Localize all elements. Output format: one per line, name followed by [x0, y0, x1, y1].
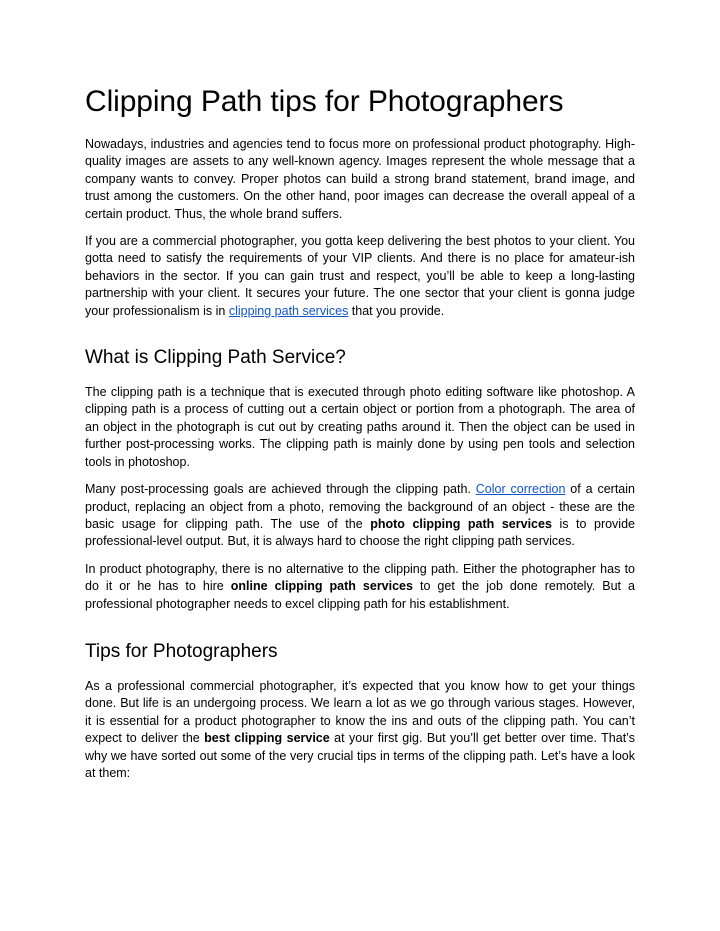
section2-paragraph-1: [85, 678, 635, 782]
clipping-path-services-link[interactable]: clipping path services: [228, 303, 349, 318]
color-correction-link[interactable]: Color correction: [475, 482, 566, 497]
section1-paragraph-2-text-start: Many post-processing goals are achieved through the clipping path.: [85, 482, 476, 497]
section-heading-what-is-clipping-path: What is Clipping Path Service?: [85, 347, 346, 369]
section1-paragraph-2: [85, 481, 635, 551]
section1-paragraph-2-text-end: is to provide professional-level output. But, it is always hard to choose the right clipping path services.: [85, 516, 635, 549]
section1-paragraph-3-text-end: to get the job done remotely. But a professional photographer needs to excel clipping path for his establishment.: [85, 579, 635, 611]
section2-paragraph-1-text-start: As a professional commercial photographer, it’s expected that you know how to get your things done. But life is an undergoing process. We learn a lot as we go through various stages. However, it is essential for a product photographer to know the ins and outs of the clipping path. You can’t expect to deliver the: [85, 678, 635, 746]
online-clipping-path-services-bold: online clipping path services: [230, 579, 413, 594]
section1-paragraph-1: The clipping path is a technique that is executed through photo editing software like photoshop. A clipping path is a process of cutting out a certain object or portion from a photograph. The area of an object in the photograph is cut out by creating paths around it. Then the object can be used in further post-processing works. The clipping path is mainly done by using pen tools and selection tools in photoshop.: [85, 385, 635, 469]
section-heading-tips-for-photographers: Tips for Photographers: [85, 640, 278, 662]
section2-paragraph-1-text-end: at your first gig. But you’ll get better over time. That’s why we have sorted out some of the very crucial tips in terms of the clipping path. Let’s have a look at them:: [85, 731, 635, 780]
section1-paragraph-3-text-start: In product photography, there is no alternative to the clipping path. Either the photographer has to do it or he has to hire: [85, 561, 635, 594]
intro-paragraph-1: Nowadays, industries and agencies tend to focus more on professional product photography. High-quality images are assets to any well-known agency. Images represent the whole message that a company wants to convey. Proper photos can build a strong brand statement, brand image, and trust among the customers. On the other hand, poor images can decrease the overall appeal of a certain product. Thus, the whole brand suffers.: [85, 137, 635, 221]
page-title: Clipping Path tips for Photographers: [85, 85, 564, 118]
intro-paragraph-2-text-start: If you are a commercial photographer, you gotta keep delivering the best photos to your client. You gotta need to satisfy the requirements of your VIP clients. And there is no place for amateur-ish behaviors in the sector. If you can gain trust and respect, you’ll be able to keep a long-lasting partnership with your client. It secures your future. The one sector that your client is gonna judge your professionalism is in: [85, 234, 635, 318]
section1-paragraph-3: [85, 561, 635, 613]
intro-paragraph-2: [85, 233, 635, 320]
intro-paragraph-2-text-end: that you provide.: [348, 303, 445, 318]
photo-clipping-path-services-bold: photo clipping path services: [370, 516, 552, 531]
section1-paragraph-2-text-mid: of a certain product, replacing an object from a photo, removing the background of an object - these are the basic usage for clipping path. The use of the: [85, 482, 635, 531]
best-clipping-service-bold: best clipping service: [204, 731, 330, 746]
